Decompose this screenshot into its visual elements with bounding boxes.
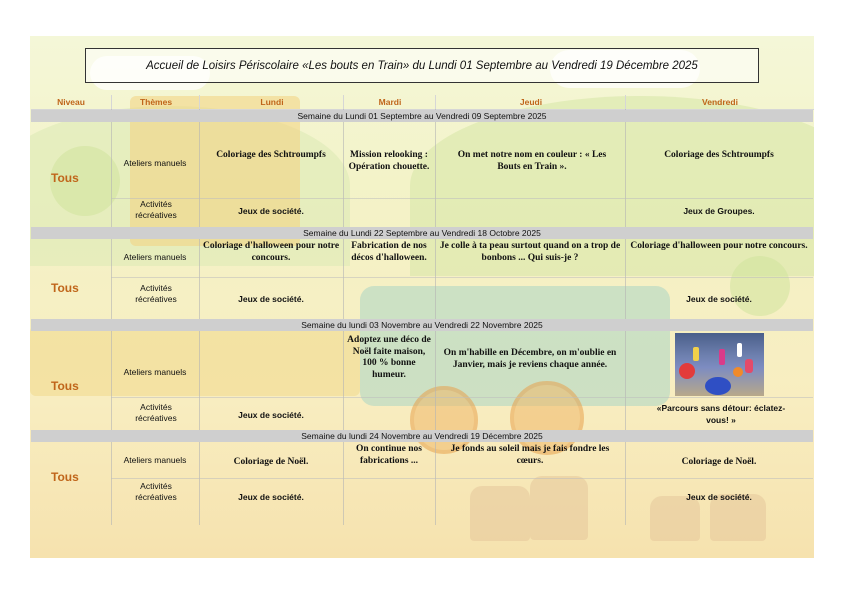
cell-vendredi-recreatif: Jeux de société. — [686, 294, 752, 304]
theme-activites-recreatives: Activités récréatives — [135, 402, 177, 423]
cell-vendredi-recreatif: Jeux de société. — [686, 492, 752, 502]
level-label: Tous — [51, 171, 79, 185]
week-band: Semaine du Lundi 22 Septembre au Vendredi 18 Octobre 2025 — [31, 227, 813, 239]
cell-jeudi-manuel: On met notre nom en couleur : « Les Bouts en Train ». — [457, 150, 607, 172]
header-mardi: Mardi — [343, 95, 436, 110]
cell-lundi-manuel: Coloriage d'halloween pour notre concours. — [202, 241, 340, 263]
level-label: Tous — [51, 379, 79, 393]
header-niveau: Niveau — [31, 95, 111, 110]
cell-lundi-recreatif: Jeux de société. — [238, 206, 304, 216]
cell-vendredi-recreatif: «Parcours sans détour: éclatez- vous! » — [656, 403, 786, 425]
cell-mardi-manuel: Fabrication de nos décos d'halloween. — [351, 241, 427, 263]
header-themes: Thèmes — [111, 95, 200, 110]
cell-vendredi-manuel: Coloriage de Noël. — [681, 457, 757, 467]
level-label: Tous — [51, 281, 79, 295]
theme-ateliers-manuels: Ateliers manuels — [123, 252, 187, 262]
theme-activites-recreatives: Activités récréatives — [135, 283, 177, 304]
cell-mardi-manuel: Adoptez une déco de Noël faite maison, 100 % bonne humeur. — [347, 335, 431, 380]
cell-lundi-manuel: Coloriage des Schtroumpfs — [216, 150, 326, 160]
week-band: Semaine du Lundi 01 Septembre au Vendredi 09 Septembre 2025 — [31, 110, 813, 122]
theme-ateliers-manuels: Ateliers manuels — [123, 367, 187, 377]
cell-vendredi-manuel: Coloriage des Schtroumpfs — [664, 150, 774, 160]
theme-activites-recreatives: Activités récréatives — [135, 481, 177, 502]
cell-jeudi-manuel: On m'habille en Décembre, on m'oublie en Janvier, mais je reviens chaque année. — [443, 348, 617, 370]
week-band: Semaine du lundi 24 Novembre au Vendredi 19 Décembre 2025 — [31, 430, 813, 442]
header-lundi: Lundi — [199, 95, 344, 110]
level-label: Tous — [51, 470, 79, 484]
cell-mardi-manuel: On continue nos fabrications ... — [356, 444, 422, 466]
week-band: Semaine du lundi 03 Novembre au Vendredi 22 Novembre 2025 — [31, 319, 813, 331]
cell-vendredi-manuel: Coloriage d'halloween pour notre concours. — [630, 241, 808, 251]
page-title: Accueil de Loisirs Périscolaire «Les bouts en Train» du Lundi 01 Septembre au Vendredi 19 Décembre 2025 — [85, 48, 759, 83]
header-vendredi: Vendredi — [625, 95, 814, 110]
cell-lundi-recreatif: Jeux de société. — [238, 410, 304, 420]
cell-vendredi-recreatif: Jeux de Groupes. — [683, 206, 755, 216]
header-jeudi: Jeudi — [435, 95, 626, 110]
cell-jeudi-manuel: Je fonds au soleil mais je fais fondre les cœurs. — [450, 444, 610, 466]
theme-ateliers-manuels: Ateliers manuels — [123, 158, 187, 168]
theme-activites-recreatives: Activités récréatives — [135, 199, 177, 220]
theme-ateliers-manuels: Ateliers manuels — [123, 455, 187, 465]
activity-photo — [675, 333, 764, 396]
cell-lundi-recreatif: Jeux de société. — [238, 492, 304, 502]
schedule-table — [31, 95, 813, 525]
cell-mardi-manuel: Mission relooking : Opération chouette. — [348, 150, 430, 172]
cell-jeudi-manuel: Je colle à ta peau surtout quand on a trop de bonbons ... Qui suis-je ? — [439, 241, 621, 263]
cell-lundi-recreatif: Jeux de société. — [238, 294, 304, 304]
cell-lundi-manuel: Coloriage de Noël. — [233, 457, 309, 467]
